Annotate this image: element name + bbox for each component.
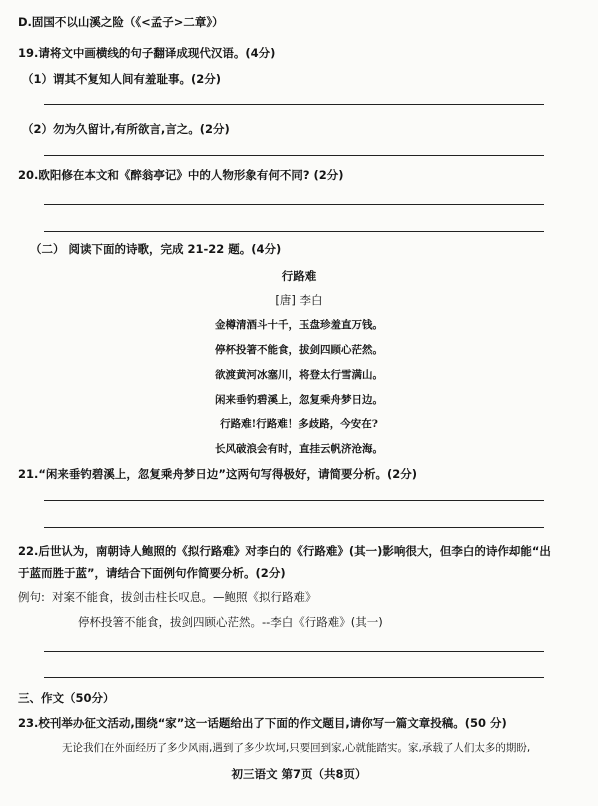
section-3-heading: 三、作文（50分） [18,691,115,705]
answer-line [44,104,544,105]
question-23: 23.校刊举办征文活动,围绕“家”这一话题给出了下面的作文题目,请你写一篇文章投稿。(50 分) [18,716,507,730]
poem-title: 行路难 [281,269,317,283]
answer-line [44,500,544,501]
question-20: 20.欧阳修在本文和《醉翁亭记》中的人物形象有何不同? (2分) [18,168,344,182]
question-22-line-2: 于蓝而胜于蓝”，请结合下面例句作简要分析。(2分) [18,566,286,580]
poem-verse: 闲来垂钓碧溪上，忽复乘舟梦日边。 [215,394,383,406]
poem-verse: 长风破浪会有时，直挂云帆济沧海。 [215,443,383,455]
option-d-line: D.固国不以山溪之险（《<孟子>二章》） [18,15,224,29]
example-label: 例句: [18,590,45,604]
answer-line [44,231,544,232]
question-22-line-1: 22.后世认为，南朝诗人鲍照的《拟行路难》对李白的《行路难》(其一)影响很大，但李白的诗作却能“出 [18,544,551,558]
essay-prompt-text: 无论我们在外面经历了多少风雨,遇到了多少坎坷,只要回到家,心就能踏实。家,承载了人们太多的期盼, [62,742,531,754]
poem-author: [唐] 李白 [275,293,323,307]
answer-line [44,527,544,528]
section-2-heading: （二） 阅读下面的诗歌，完成 21-22 题。(4分) [30,242,282,256]
question-19: 19.请将文中画横线的句子翻译成现代汉语。(4分) [18,46,276,60]
answer-line [44,204,544,205]
example-sentence-1: 对案不能食，拔剑击柱长叹息。—鲍照《拟行路难》 [52,590,317,604]
answer-line [44,651,544,652]
poem-verse: 欲渡黄河冰塞川，将登太行雪满山。 [215,369,383,381]
poem-verse: 金樽清酒斗十千，玉盘珍羞直万钱。 [215,319,383,331]
poem-verse: 停杯投箸不能食，拔剑四顾心茫然。 [215,344,383,356]
poem-verse: 行路难!行路难！多歧路，今安在? [220,418,378,430]
question-19-part-1: （1）谓其不复知人间有羞耻事。(2分) [22,72,222,86]
example-sentence-2: 停杯投箸不能食，拔剑四顾心茫然。--李白《行路难》(其一) [78,615,383,629]
answer-line [44,677,544,678]
question-19-part-2: （2）勿为久留计,有所欲言,言之。(2分) [22,122,230,136]
question-21: 21.“闲来垂钓碧溪上，忽复乘舟梦日边”这两句写得极好，请简要分析。(2分) [18,467,417,481]
answer-line [44,155,544,156]
page-footer: 初三语文 第7页（共8页） [231,767,367,781]
